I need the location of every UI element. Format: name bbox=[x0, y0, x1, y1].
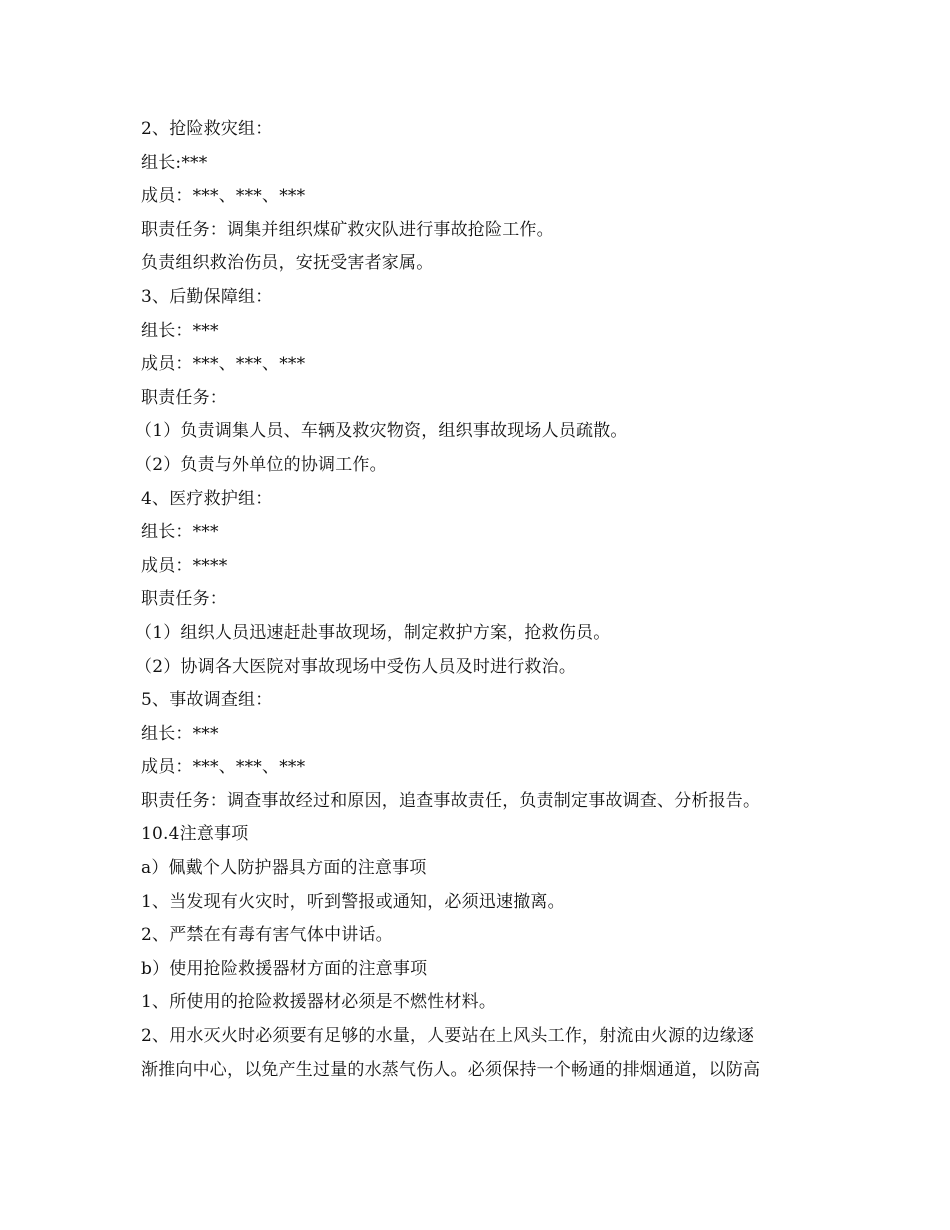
duty-item: （1）组织人员迅速赶赴事故现场，制定救护方案，抢救伤员。 bbox=[135, 622, 611, 643]
precaution-item: 1、当发现有火灾时，听到警报或通知，必须迅速撤离。 bbox=[141, 891, 565, 912]
leader-line: 组长：*** bbox=[141, 522, 219, 543]
members-line: 成员：**** bbox=[141, 555, 228, 576]
leader-line: 组长:*** bbox=[141, 152, 208, 173]
precaution-item: 2、用水灭火时必须要有足够的水量，人要站在上风头工作，射流由火源的边缘逐 bbox=[141, 1026, 755, 1047]
members-line: 成员：***、***、*** bbox=[141, 757, 306, 778]
duty-heading: 职责任务： bbox=[141, 387, 227, 408]
duty-line: 职责任务：调集并组织煤矿救灾队进行事故抢险工作。 bbox=[141, 219, 554, 240]
section-heading-logistics: 3、后勤保障组： bbox=[141, 286, 273, 307]
duty-heading: 职责任务： bbox=[141, 589, 227, 610]
document-body bbox=[135, 113, 821, 1087]
precaution-item-continued: 渐推向中心，以免产生过量的水蒸气伤人。必须保持一个畅通的排烟通道，以防高 bbox=[141, 1059, 761, 1080]
members-line: 成员：***、***、*** bbox=[141, 354, 306, 375]
leader-line: 组长：*** bbox=[141, 723, 219, 744]
duty-item: （2）负责与外单位的协调工作。 bbox=[135, 454, 387, 475]
subsection-heading: a）佩戴个人防护器具方面的注意事项 bbox=[141, 858, 427, 879]
members-line: 成员：***、***、*** bbox=[141, 186, 306, 207]
duty-item: （2）协调各大医院对事故现场中受伤人员及时进行救治。 bbox=[135, 656, 577, 677]
section-heading-investigation: 5、事故调查组： bbox=[141, 690, 273, 711]
precaution-item: 2、严禁在有毒有害气体中讲话。 bbox=[141, 925, 393, 946]
section-heading-rescue: 2、抢险救灾组： bbox=[141, 119, 273, 139]
precaution-item: 1、所使用的抢险救援器材必须是不燃性材料。 bbox=[141, 992, 497, 1013]
leader-line: 组长：*** bbox=[141, 320, 219, 341]
duty-line: 负责组织救治伤员，安抚受害者家属。 bbox=[141, 253, 434, 274]
section-heading-precautions: 10.4注意事项 bbox=[141, 824, 249, 845]
section-heading-medical: 4、医疗救护组： bbox=[141, 488, 273, 509]
duty-line: 职责任务：调查事故经过和原因，追查事故责任，负责制定事故调查、分析报告。 bbox=[141, 790, 761, 811]
duty-item: （1）负责调集人员、车辆及救灾物资，组织事故现场人员疏散。 bbox=[135, 421, 628, 442]
subsection-heading: b）使用抢险救援器材方面的注意事项 bbox=[141, 958, 428, 979]
